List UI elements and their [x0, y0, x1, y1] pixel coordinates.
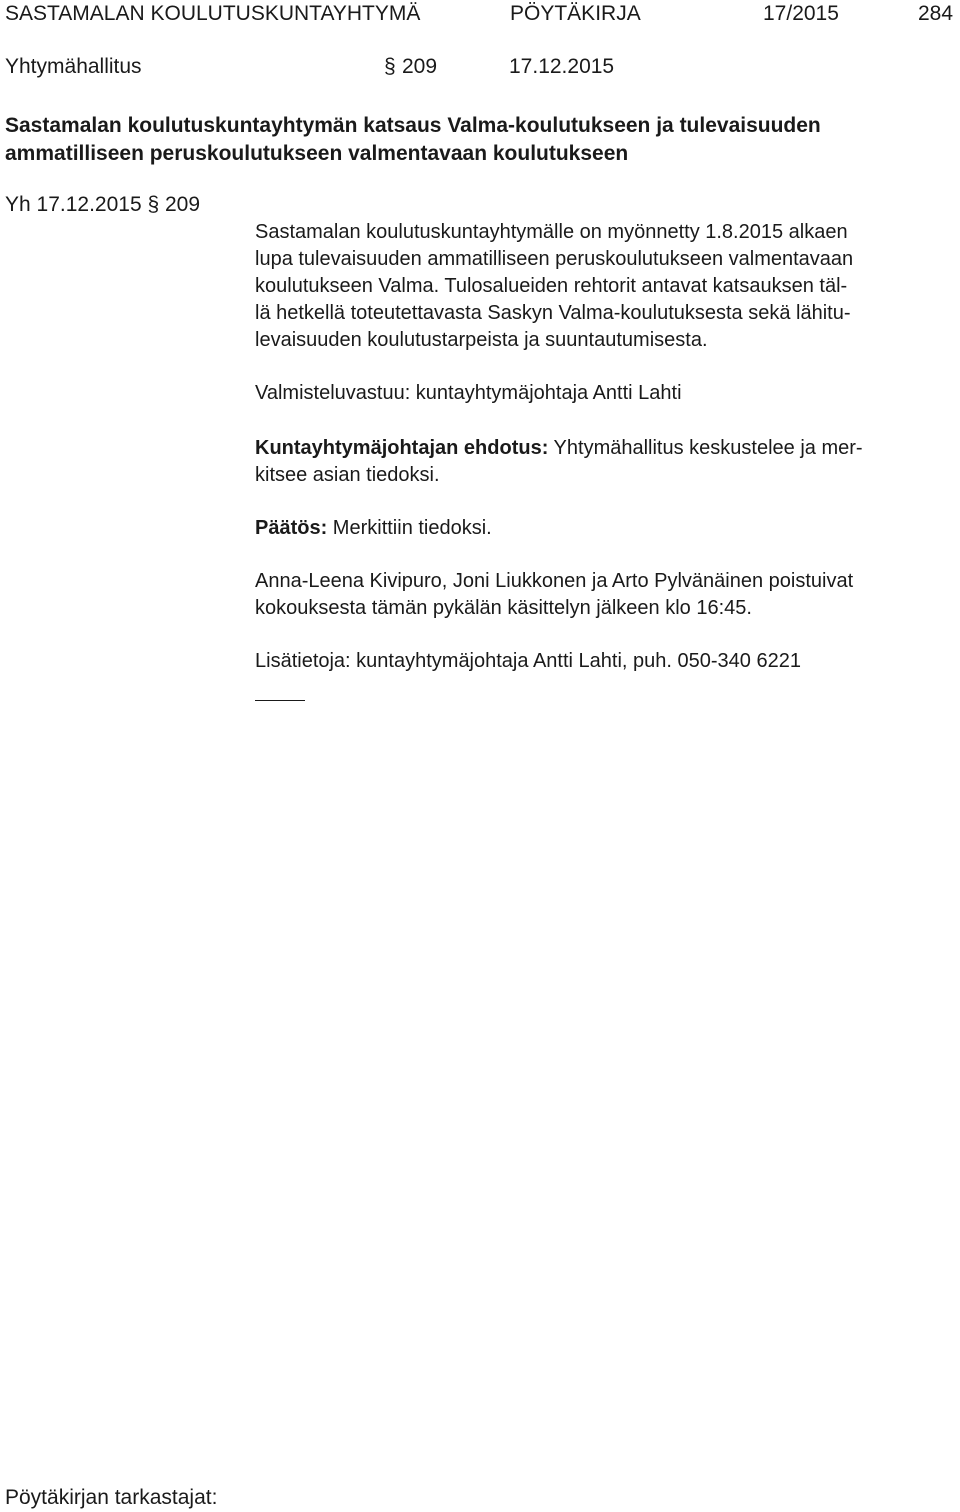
contact-paragraph [255, 648, 955, 675]
section-reference [5, 193, 200, 217]
paragraph-line: Sastamalan koulutuskuntayhtymälle on myönnetty 1.8.2015 alkaen [255, 221, 848, 243]
organization-name: SASTAMALAN KOULUTUSKUNTAYHTYMÄ [5, 2, 421, 25]
page-title [5, 112, 821, 168]
paragraph-line: lupa tulevaisuuden ammatilliseen peruskoulutukseen valmentavaan [255, 248, 854, 270]
departure-paragraph [255, 568, 955, 622]
preparer-text: Valmisteluvastuu: kuntayhtymäjohtaja Antti Lahti [255, 382, 682, 404]
meeting-date: 17.12.2015 [509, 55, 615, 78]
paragraph-line: kokouksesta tämän pykälän käsittelyn jälkeen klo 16:45. [255, 597, 752, 619]
contact-text: Lisätietoja: kuntayhtymäjohtaja Antti Lahti, puh. 050-340 6221 [255, 650, 801, 672]
proposal-paragraph [255, 435, 955, 489]
reviewers-label: Pöytäkirjan tarkastajat: [5, 1486, 218, 1509]
section-symbol: § [147, 193, 160, 216]
document-type: PÖYTÄKIRJA [510, 2, 641, 25]
document-number: 17/2015 [763, 2, 839, 25]
decision-text: Merkittiin tiedoksi. [327, 517, 492, 539]
reference-prefix: Yh 17.12.2015 [5, 193, 142, 216]
proposal-text: Yhtymähallitus keskustelee ja mer- [548, 437, 863, 459]
decision-paragraph [255, 515, 955, 542]
preparer-paragraph [255, 380, 955, 407]
intro-paragraph [255, 219, 955, 354]
title-line: ammatilliseen peruskoulutukseen valmentavaan koulutukseen [5, 142, 629, 165]
section-number: 209 [402, 55, 438, 78]
page-number: 284 [918, 2, 954, 25]
decision-label: Päätös: [255, 517, 328, 539]
title-line: Sastamalan koulutuskuntayhtymän katsaus Valma-koulutukseen ja tulevaisuuden [5, 114, 821, 137]
end-divider [255, 700, 305, 701]
paragraph-line: lä hetkellä toteutettavasta Saskyn Valma-koulutuksesta sekä lähitu- [255, 302, 851, 324]
paragraph-line: Anna-Leena Kivipuro, Joni Liukkonen ja Arto Pylvänäinen poistuivat [255, 570, 854, 592]
proposal-label: Kuntayhtymäjohtajan ehdotus: [255, 437, 549, 459]
reference-section-number: 209 [165, 193, 201, 216]
section-symbol: § [384, 55, 396, 78]
proposal-text: kitsee asian tiedoksi. [255, 464, 440, 486]
paragraph-line: levaisuuden koulutustarpeista ja suuntautumisesta. [255, 329, 708, 351]
meeting-body: Yhtymähallitus [5, 55, 142, 78]
paragraph-line: koulutukseen Valma. Tulosalueiden rehtorit antavat katsauksen täl- [255, 275, 848, 297]
